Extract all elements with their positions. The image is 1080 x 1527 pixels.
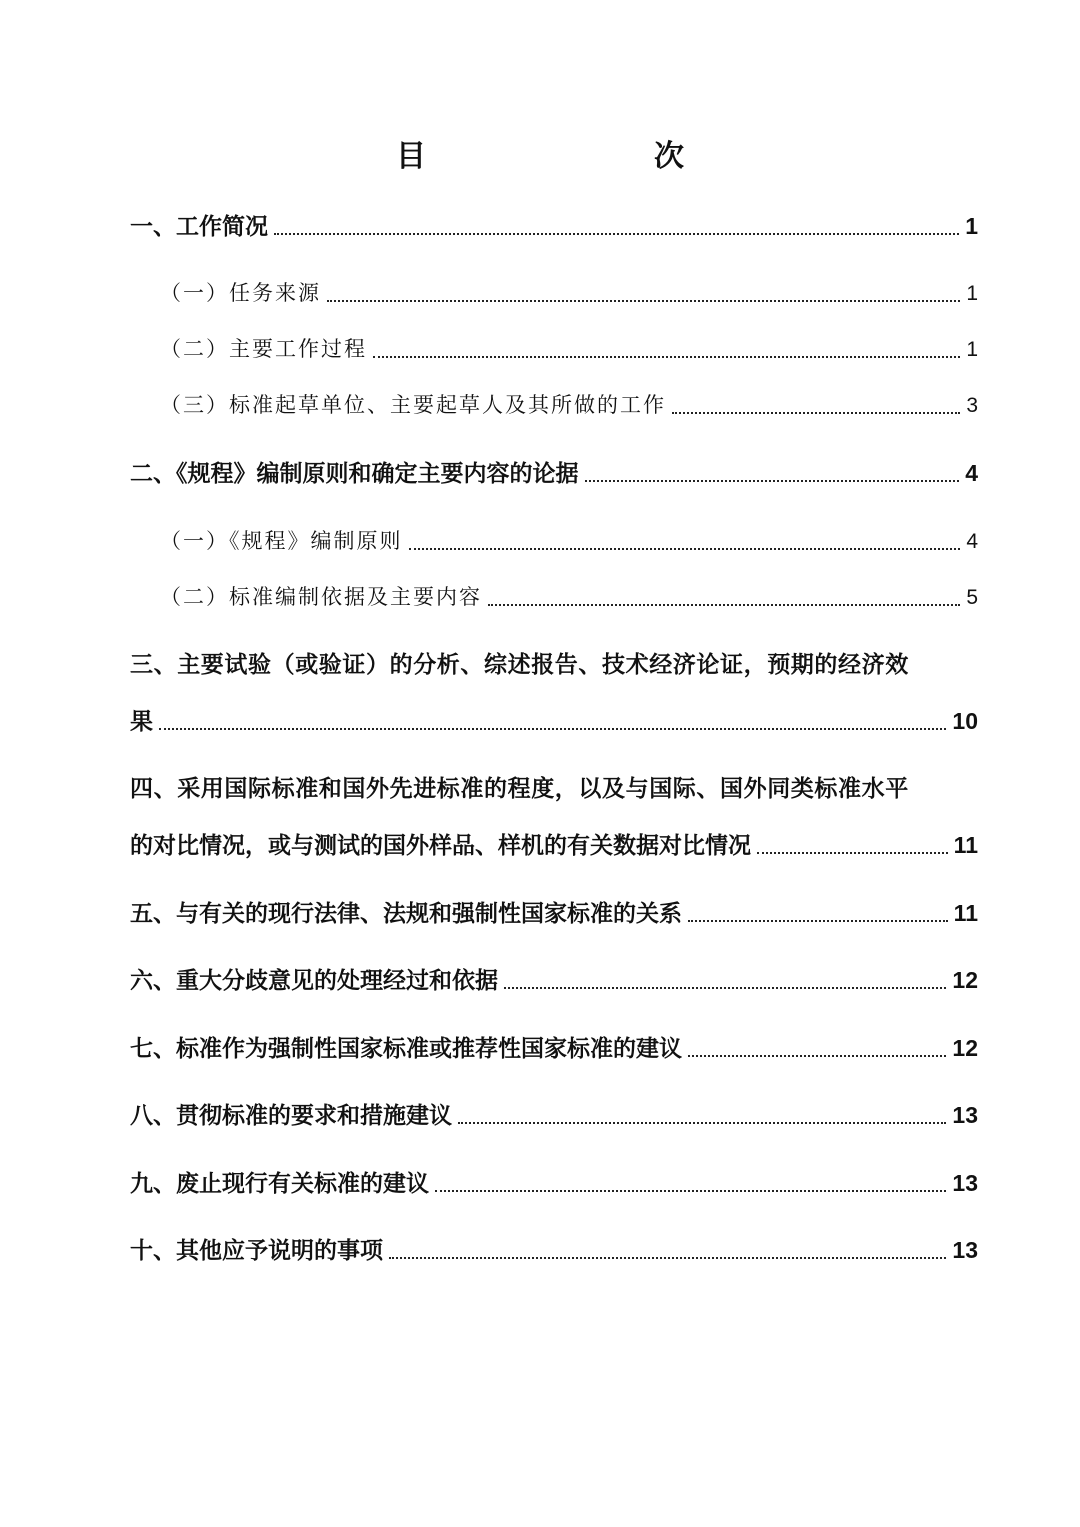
toc-entry-title-line1: 四、采用国际标准和国外先进标准的程度，以及与国际、国外同类标准水平 (130, 776, 909, 802)
page-title: 目 次 (396, 139, 740, 174)
dot-leader (274, 233, 959, 235)
toc-page-number: 13 (952, 1237, 978, 1263)
toc-page-number: 4 (966, 530, 978, 553)
dot-leader (504, 987, 946, 989)
toc-page-number: 13 (952, 1170, 978, 1196)
toc-page-number: 1 (966, 338, 978, 361)
toc-entry-10[interactable] (130, 1230, 978, 1270)
dot-leader (757, 852, 948, 854)
toc-entry-1[interactable] (130, 206, 978, 246)
toc-entry-title: 七、标准作为强制性国家标准或推荐性国家标准的建议 (130, 1036, 682, 1062)
toc-entry-title: （一）《规程》编制原则 (160, 529, 403, 553)
toc-page-number: 3 (966, 394, 978, 417)
toc-entry-title-line2: 果 (130, 709, 153, 735)
toc-page-number: 1 (965, 213, 978, 239)
toc-entry-1-1[interactable] (130, 273, 978, 313)
dot-leader (159, 728, 946, 730)
toc-entry-5[interactable] (130, 893, 978, 933)
toc-entry-title: 六、重大分歧意见的处理经过和依据 (130, 968, 498, 994)
toc-entry-title-line1: 三、主要试验（或验证）的分析、综述报告、技术经济论证，预期的经济效 (130, 652, 909, 678)
toc-entry-2-1[interactable] (130, 521, 978, 561)
toc-entry-title: 八、贯彻标准的要求和措施建议 (130, 1103, 452, 1129)
toc-entry-6[interactable] (130, 960, 978, 1000)
toc-page-number: 10 (952, 708, 978, 734)
toc-entry-title: （一）任务来源 (160, 281, 321, 305)
toc-entry-7[interactable] (130, 1028, 978, 1068)
dot-leader (373, 356, 960, 358)
toc-entry-title: （二）主要工作过程 (160, 337, 367, 361)
toc-page-number: 1 (966, 282, 978, 305)
dot-leader (327, 300, 960, 302)
toc-page-number: 12 (952, 1035, 978, 1061)
toc-page-number: 13 (952, 1102, 978, 1128)
dot-leader (458, 1122, 946, 1124)
dot-leader (688, 1055, 946, 1057)
toc-entry-title: 一、工作简况 (130, 214, 268, 240)
toc-entry-title: （二）标准编制依据及主要内容 (160, 585, 482, 609)
toc-entry-1-2[interactable] (130, 329, 978, 369)
toc-entry-2[interactable] (130, 453, 978, 493)
toc-entry-2-2[interactable] (130, 577, 978, 617)
dot-leader (585, 480, 960, 482)
toc-entry-3[interactable] (130, 645, 978, 741)
toc-entry-title: 二、《规程》编制原则和确定主要内容的论据 (130, 461, 579, 487)
dot-leader (672, 412, 960, 414)
toc-entry-title: （三）标准起草单位、主要起草人及其所做的工作 (160, 393, 666, 417)
toc-entry-title: 五、与有关的现行法律、法规和强制性国家标准的关系 (130, 901, 682, 927)
toc-entry-title-line2: 的对比情况，或与测试的国外样品、样机的有关数据对比情况 (130, 833, 751, 859)
toc-entry-9[interactable] (130, 1163, 978, 1203)
toc-entry-4[interactable] (130, 769, 978, 865)
dot-leader (435, 1190, 946, 1192)
toc-page-number: 5 (966, 586, 978, 609)
toc-entry-1-3[interactable] (130, 385, 978, 425)
toc-entry-title: 十、其他应予说明的事项 (130, 1238, 383, 1264)
toc-page-number: 11 (953, 900, 978, 926)
toc-entry-title: 九、废止现行有关标准的建议 (130, 1171, 429, 1197)
dot-leader (488, 604, 960, 606)
toc-entry-8[interactable] (130, 1095, 978, 1135)
dot-leader (688, 920, 948, 922)
dot-leader (389, 1257, 946, 1259)
toc-page-number: 11 (953, 832, 978, 858)
toc-page-number: 12 (952, 967, 978, 993)
toc-page-number: 4 (965, 460, 978, 486)
dot-leader (409, 548, 961, 550)
